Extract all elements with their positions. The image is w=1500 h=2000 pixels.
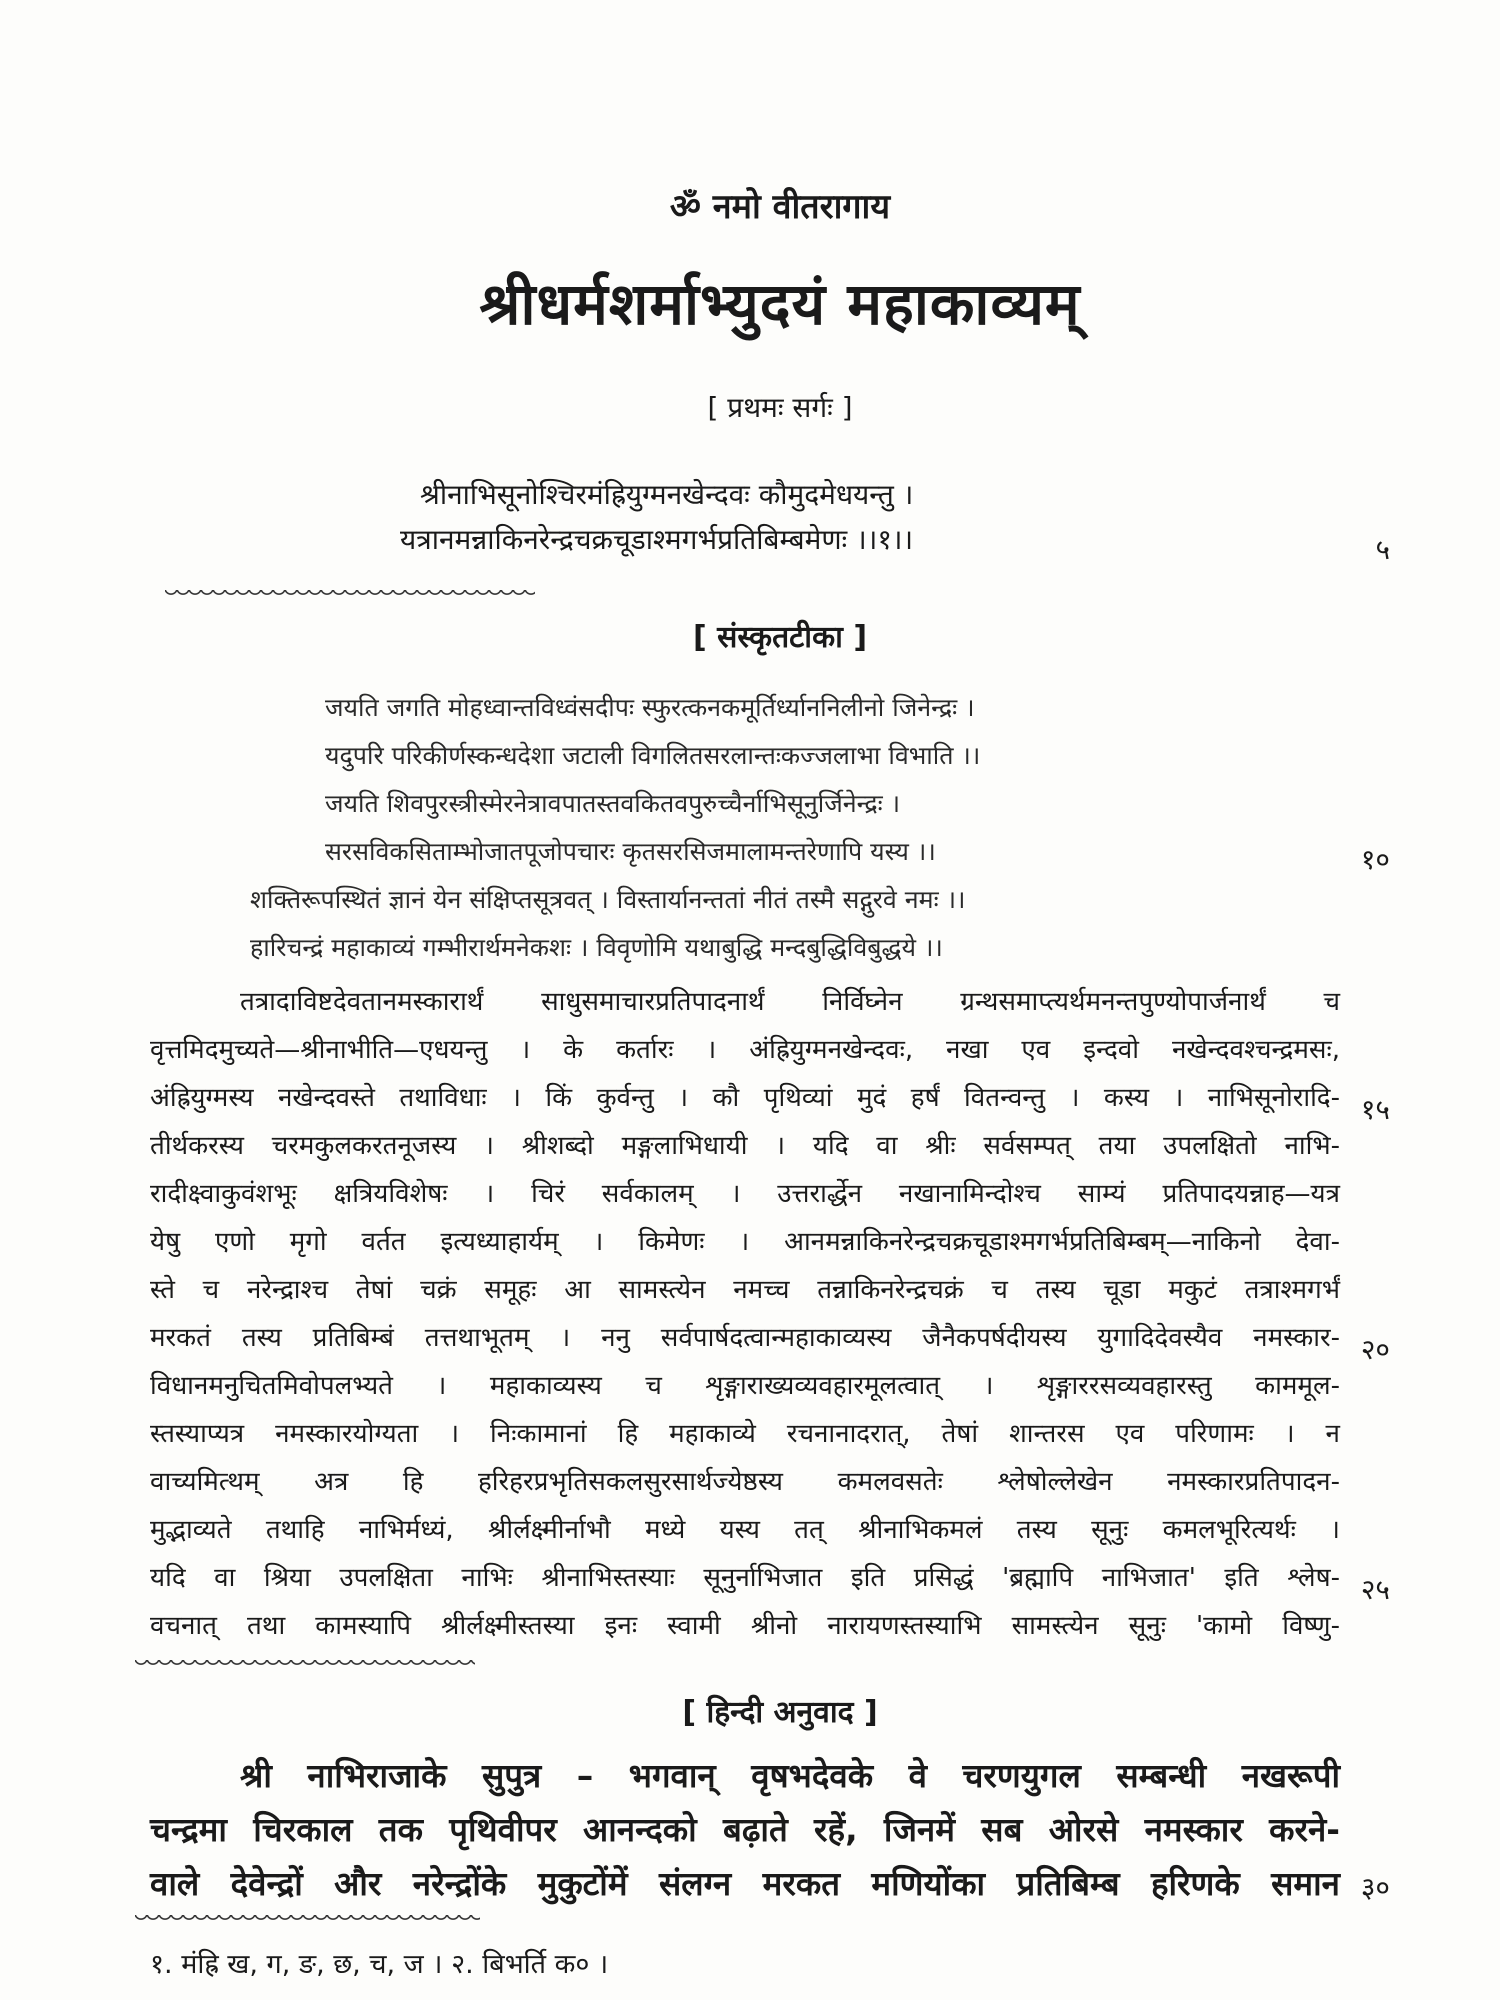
verse-line-1: श्रीनाभिसूनोश्चिरमंह्रियुग्मनखेन्दवः कौमुदमेधयन्तु । bbox=[420, 478, 914, 511]
commentary-line-10: स्तस्याप्यत्र नमस्कारयोग्यता । निःकामानां हि महाकाव्ये रचनानादरात्, तेषां शान्तरस एव परिणामः । न bbox=[150, 1419, 1340, 1449]
commentary-line-2: वृत्तमिदमुच्यते—श्रीनाभीति—एधयन्तु । के कर्तारः । अंह्रियुग्मनखेन्दवः, नखा एव इन्दवो नखेन्दवश्चन्द्रमसः, bbox=[150, 1035, 1340, 1065]
tika-verse-2: यदुपरि परिकीर्णस्कन्धदेशा जटाली विगलितसरलान्तःकज्जलाभा विभाति ।। bbox=[325, 741, 981, 770]
hindi-heading: [ हिन्दी अनुवाद ] bbox=[682, 1695, 878, 1730]
commentary-line-6: येषु एणो मृगो वर्तत इत्यध्याहार्यम् । किमेणः । आनमन्नाकिनरेन्द्रचक्रचूडाश्मगर्भप्रतिबिम्बम्—नाकिनो देवा- bbox=[150, 1227, 1340, 1257]
tika-verse-4: सरसविकसिताम्भोजातपूजोपचारः कृतसरसिजमालामन्तरेणापि यस्य ।। bbox=[325, 837, 936, 866]
hindi-line-3: वाले देवेन्द्रों और नरेन्द्रोंके मुकुटोंमें संलग्न मरकत मणियोंका प्रतिबिम्ब हरिणके समान bbox=[150, 1864, 1340, 1903]
line-number-25: २५ bbox=[1360, 1573, 1390, 1606]
footnotes: १. मंह्रि ख, ग, ङ, छ, च, ज । २. बिभर्ति क० । bbox=[150, 1949, 609, 1980]
tika-verse-6: हारिचन्द्रं महाकाव्यं गम्भीरार्थमनेकशः । विवृणोमि यथाबुद्धि मन्दबुद्धिविबुद्धये ।। bbox=[250, 933, 943, 962]
canto-heading: [ प्रथमः सर्गः ] bbox=[707, 391, 853, 424]
line-number-20: २० bbox=[1360, 1333, 1390, 1366]
commentary-line-14: वचनात् तथा कामस्यापि श्रीर्लक्ष्मीस्तस्या इनः स्वामी श्रीनो नारायणस्तस्याभि सामस्त्येन सूनुः 'कामो विष्णु- bbox=[150, 1611, 1340, 1641]
page-title: श्रीधर्मशर्माभ्युदयं महाकाव्यम् bbox=[479, 270, 1081, 338]
hindi-line-1: श्री नाभिराजाके सुपुत्र – भगवान् वृषभदेवके वे चरणयुगल सम्बन्धी नखरूपी bbox=[240, 1756, 1340, 1795]
wavy-divider bbox=[165, 590, 535, 600]
line-number-10: १० bbox=[1360, 843, 1390, 876]
commentary-line-4: तीर्थकरस्य चरमकुलकरतनूजस्य । श्रीशब्दो मङ्गलाभिधायी । यदि वा श्रीः सर्वसम्पत् तया उपलक्षितो नाभि- bbox=[150, 1131, 1340, 1161]
tika-verse-5: शक्तिरूपस्थितं ज्ञानं येन संक्षिप्तसूत्रवत् । विस्तार्यानन्ततां नीतं तस्मै सद्गुरवे नमः ।। bbox=[250, 885, 966, 914]
commentary-line-13: यदि वा श्रिया उपलक्षिता नाभिः श्रीनाभिस्तस्याः सूनुर्नाभिजात इति प्रसिद्धं 'ब्रह्मापि नाभिजात' इति श्लेष- bbox=[150, 1563, 1340, 1593]
line-number-5: ५ bbox=[1375, 533, 1390, 566]
commentary-line-8: मरकतं तस्य प्रतिबिम्बं तत्तथाभूतम् । ननु सर्वपार्षदत्वान्महाकाव्यस्य जैनैकपर्षदीयस्य युगादिदेवस्यैव नमस्कार- bbox=[150, 1323, 1340, 1353]
commentary-line-1: तत्रादाविष्टदेवतानमस्कारार्थं साधुसमाचारप्रतिपादनार्थं निर्विघ्नेन ग्रन्थसमाप्त्यर्थमनन्तपुण्योपार्जनार्थं च bbox=[240, 987, 1340, 1017]
line-number-15: १५ bbox=[1360, 1093, 1390, 1126]
wavy-divider bbox=[135, 1915, 480, 1925]
commentary-line-11: वाच्यमित्थम् अत्र हि हरिहरप्रभृतिसकलसुरसार्थज्येष्ठस्य कमलवसतेः श्लेषोल्लेखेन नमस्कारप्रतिपादन- bbox=[150, 1467, 1340, 1497]
commentary-line-9: विधानमनुचितमिवोपलभ्यते । महाकाव्यस्य च शृङ्गाराख्यव्यवहारमूलत्वात् । शृङ्गाररसव्यवहारस्तु काममूल- bbox=[150, 1371, 1340, 1401]
commentary-line-12: मुद्भाव्यते तथाहि नाभिर्मध्यं, श्रीर्लक्ष्मीर्नाभौ मध्ये यस्य तत् श्रीनाभिकमलं तस्य सूनुः कमलभूरित्यर्थः । bbox=[150, 1515, 1340, 1545]
tika-heading: [ संस्कृतटीका ] bbox=[692, 620, 868, 655]
hindi-line-2: चन्द्रमा चिरकाल तक पृथिवीपर आनन्दको बढ़ाते रहें, जिनमें सब ओरसे नमस्कार करने- bbox=[150, 1810, 1340, 1849]
commentary-line-3: अंह्रियुग्मस्य नखेन्दवस्ते तथाविधाः । किं कुर्वन्तु । कौ पृथिव्यां मुदं हर्षं वितन्वन्तु । कस्य । नाभिसूनोरादि- bbox=[150, 1083, 1340, 1113]
verse-line-2: यत्रानमन्नाकिनरेन्द्रचक्रचूडाश्मगर्भप्रतिबिम्बमेणः ।।१।। bbox=[400, 523, 914, 556]
wavy-divider bbox=[135, 1660, 475, 1670]
tika-verse-3: जयति शिवपुरस्त्रीस्मेरनेत्रावपातस्तवकितवपुरुच्चैर्नाभिसूनुर्जिनेन्द्रः । bbox=[325, 789, 901, 818]
commentary-line-7: स्ते च नरेन्द्राश्च तेषां चक्रं समूहः आ सामस्त्येन नमच्च तन्नाकिनरेन्द्रचक्रं च तस्य चूडा मकुटं तत्राश्मगर्भं bbox=[150, 1275, 1340, 1305]
invocation: ॐ नमो वीतरागाय bbox=[669, 187, 891, 227]
line-number-30: ३० bbox=[1360, 1871, 1390, 1904]
tika-verse-1: जयति जगति मोहध्वान्तविध्वंसदीपः स्फुरत्कनकमूर्तिर्ध्याननिलीनो जिनेन्द्रः । bbox=[325, 693, 975, 722]
commentary-line-5: रादीक्ष्वाकुवंशभूः क्षत्रियविशेषः । चिरं सर्वकालम् । उत्तरार्द्धेन नखानामिन्दोश्च साम्यं प्रतिपादयन्नाह—यत्र bbox=[150, 1179, 1340, 1209]
